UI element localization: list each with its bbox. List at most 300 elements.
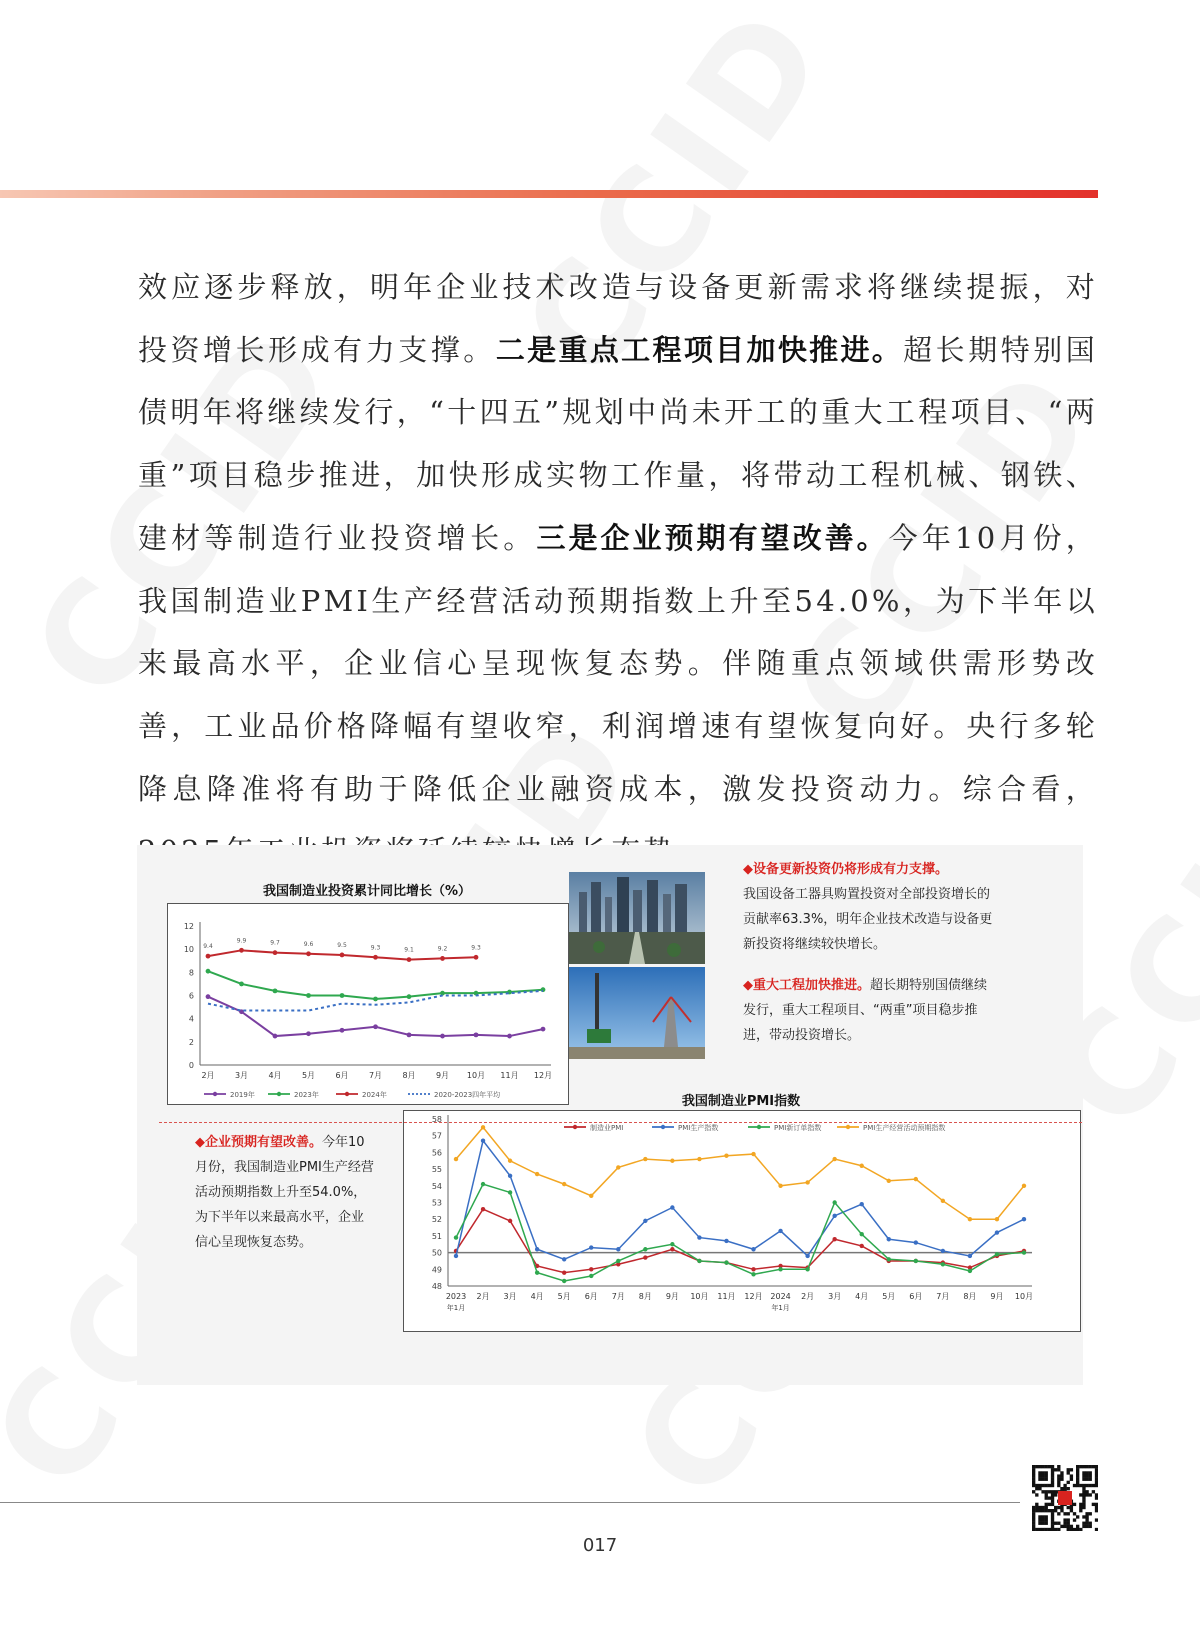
data-point xyxy=(273,1034,278,1039)
qr-module xyxy=(1045,1506,1048,1509)
data-point xyxy=(535,1172,539,1176)
qr-module xyxy=(1032,1465,1035,1468)
note-body: 超长期特别国债继续发行，重大工程项目、“两重”项目稳步推进，带动投资增长。 xyxy=(743,978,988,1043)
data-point xyxy=(860,1164,864,1168)
figure-panel xyxy=(137,845,1083,1385)
qr-module xyxy=(1070,1478,1073,1481)
qr-module xyxy=(1095,1484,1098,1487)
qr-module xyxy=(1057,1484,1060,1487)
qr-module xyxy=(1041,1484,1044,1487)
data-point xyxy=(340,993,345,998)
data-point xyxy=(206,994,211,999)
y-tick-label: 56 xyxy=(431,1148,442,1158)
data-point xyxy=(440,956,445,961)
data-point xyxy=(474,1032,479,1037)
data-point xyxy=(724,1239,728,1243)
qr-module xyxy=(1035,1503,1038,1506)
data-point xyxy=(697,1157,701,1161)
chart2-title: 我国制造业PMI指数 xyxy=(681,1094,801,1109)
data-point xyxy=(589,1194,593,1198)
data-point xyxy=(535,1270,539,1274)
qr-module xyxy=(1089,1471,1092,1474)
qr-module xyxy=(1032,1509,1035,1512)
y-tick-label: 58 xyxy=(431,1115,442,1124)
data-point xyxy=(507,1034,512,1039)
qr-module xyxy=(1032,1512,1035,1515)
note-body: 我国设备工器具购置投资对全部投资增长的贡献率63.3%，明年企业技术改造与设备更新投资将继续较快增长。 xyxy=(743,887,993,952)
qr-module xyxy=(1045,1496,1048,1499)
qr-module xyxy=(1067,1506,1070,1509)
qr-module xyxy=(1095,1468,1098,1471)
qr-module xyxy=(1038,1522,1041,1525)
y-tick-label: 0 xyxy=(188,1061,194,1070)
data-point xyxy=(914,1240,918,1244)
qr-module xyxy=(1076,1478,1079,1481)
qr-code-graphic xyxy=(1032,1465,1098,1531)
data-point xyxy=(454,1254,458,1258)
qr-module xyxy=(1038,1478,1041,1481)
data-point xyxy=(589,1245,593,1249)
qr-module xyxy=(1038,1484,1041,1487)
qr-module xyxy=(1085,1525,1088,1528)
qr-module xyxy=(1035,1509,1038,1512)
legend-label: PMI新订单指数 xyxy=(774,1124,822,1132)
data-point xyxy=(860,1202,864,1206)
qr-module xyxy=(1076,1465,1079,1468)
qr-module xyxy=(1079,1528,1082,1531)
x-tick-label: 11月 xyxy=(500,1071,519,1080)
qr-module xyxy=(1038,1487,1041,1490)
data-point xyxy=(373,1024,378,1029)
x-tick-label: 10月 xyxy=(466,1071,486,1080)
qr-module xyxy=(1041,1490,1044,1493)
qr-module xyxy=(1095,1471,1098,1474)
qr-module xyxy=(1092,1465,1095,1468)
qr-module xyxy=(1085,1471,1088,1474)
qr-module xyxy=(1085,1512,1088,1515)
qr-module xyxy=(1035,1487,1038,1490)
data-point xyxy=(239,982,244,987)
data-label: 9.3 xyxy=(471,944,481,952)
qr-module xyxy=(1045,1522,1048,1525)
x-tick-label: 10月 xyxy=(690,1292,709,1301)
data-point xyxy=(616,1165,620,1169)
qr-logo xyxy=(1058,1491,1072,1505)
y-tick-label: 52 xyxy=(431,1215,442,1225)
data-point xyxy=(407,994,412,999)
note-expectations xyxy=(195,1130,375,1255)
qr-module xyxy=(1085,1465,1088,1468)
qr-module xyxy=(1060,1506,1063,1509)
data-point xyxy=(724,1260,728,1264)
data-point xyxy=(562,1182,566,1186)
qr-module xyxy=(1076,1484,1079,1487)
y-tick-label: 8 xyxy=(188,968,194,978)
x-tick-label: 2月 xyxy=(801,1292,815,1301)
data-point xyxy=(407,1032,412,1037)
data-point xyxy=(508,1174,512,1178)
y-tick-label: 2 xyxy=(188,1037,194,1047)
qr-module xyxy=(1045,1503,1048,1506)
data-point xyxy=(778,1229,782,1233)
body-paragraph xyxy=(138,256,1098,883)
qr-module xyxy=(1041,1474,1044,1477)
data-point xyxy=(724,1154,728,1158)
qr-module xyxy=(1063,1512,1066,1515)
data-point xyxy=(670,1247,674,1251)
x-tick-label: 2023 xyxy=(445,1292,467,1301)
qr-module xyxy=(1054,1509,1057,1512)
qr-module xyxy=(1045,1478,1048,1481)
data-label: 9.9 xyxy=(236,937,247,945)
data-label: 9.3 xyxy=(370,944,381,952)
qr-module xyxy=(1038,1515,1041,1518)
data-point xyxy=(562,1279,566,1283)
qr-module xyxy=(1041,1506,1044,1509)
header-rule xyxy=(0,190,1098,198)
data-point xyxy=(832,1200,836,1204)
qr-module xyxy=(1060,1487,1063,1490)
legend-label: 制造业PMI xyxy=(590,1124,624,1132)
data-point xyxy=(643,1247,647,1251)
qr-module xyxy=(1048,1503,1051,1506)
chart1-title: 我国制造业投资累计同比增长（%） xyxy=(262,884,472,899)
qr-module xyxy=(1045,1493,1048,1496)
data-point xyxy=(1022,1250,1026,1254)
data-point xyxy=(454,1235,458,1239)
qr-module xyxy=(1051,1481,1054,1484)
qr-module xyxy=(1041,1515,1044,1518)
data-point xyxy=(562,1257,566,1261)
data-point xyxy=(454,1157,458,1161)
qr-module xyxy=(1082,1506,1085,1509)
data-point xyxy=(1022,1184,1026,1188)
x-tick-label: 8月 xyxy=(402,1071,416,1080)
qr-module xyxy=(1067,1518,1070,1521)
qr-module xyxy=(1070,1528,1073,1531)
qr-module xyxy=(1085,1493,1088,1496)
y-tick-label: 51 xyxy=(431,1231,442,1241)
qr-module xyxy=(1032,1522,1035,1525)
qr-module xyxy=(1082,1493,1085,1496)
data-point xyxy=(670,1242,674,1246)
qr-module xyxy=(1060,1474,1063,1477)
data-point xyxy=(805,1267,809,1271)
qr-module xyxy=(1032,1468,1035,1471)
qr-module xyxy=(1089,1474,1092,1477)
qr-module xyxy=(1070,1474,1073,1477)
legend-marker xyxy=(846,1125,850,1129)
data-label: 9.4 xyxy=(203,943,213,951)
qr-module xyxy=(1051,1522,1054,1525)
qr-module xyxy=(1041,1528,1044,1531)
data-point xyxy=(751,1247,755,1251)
qr-module xyxy=(1085,1484,1088,1487)
qr-module xyxy=(1051,1490,1054,1493)
qr-module xyxy=(1063,1522,1066,1525)
qr-module xyxy=(1089,1525,1092,1528)
qr-module xyxy=(1048,1484,1051,1487)
panel-divider xyxy=(159,1122,1082,1123)
data-point xyxy=(1022,1217,1026,1221)
qr-module xyxy=(1051,1484,1054,1487)
data-point xyxy=(616,1247,620,1251)
data-point xyxy=(306,993,311,998)
qr-module xyxy=(1045,1509,1048,1512)
page-number: 017 xyxy=(582,1535,618,1556)
qr-module xyxy=(1038,1474,1041,1477)
data-point xyxy=(860,1244,864,1248)
qr-module xyxy=(1051,1515,1054,1518)
qr-module xyxy=(1032,1528,1035,1531)
y-tick-label: 48 xyxy=(431,1282,442,1291)
data-point xyxy=(616,1259,620,1263)
qr-module xyxy=(1079,1493,1082,1496)
x-tick-label: 4月 xyxy=(855,1292,869,1301)
note-heading: ◆重大工程加快推进。 xyxy=(743,978,870,993)
note-projects xyxy=(743,973,993,1048)
data-point xyxy=(778,1184,782,1188)
qr-module xyxy=(1045,1490,1048,1493)
data-point xyxy=(995,1252,999,1256)
qr-module xyxy=(1057,1506,1060,1509)
qr-module xyxy=(1038,1518,1041,1521)
qr-module xyxy=(1032,1478,1035,1481)
data-point xyxy=(751,1267,755,1271)
qr-module xyxy=(1057,1528,1060,1531)
x-tick-label: 2月 xyxy=(476,1292,490,1301)
qr-module xyxy=(1089,1522,1092,1525)
qr-module xyxy=(1076,1481,1079,1484)
qr-module xyxy=(1092,1484,1095,1487)
data-point xyxy=(670,1205,674,1209)
qr-module xyxy=(1089,1512,1092,1515)
y-tick-label: 4 xyxy=(188,1014,194,1024)
qr-module xyxy=(1067,1487,1070,1490)
data-point xyxy=(508,1219,512,1223)
qr-module xyxy=(1082,1484,1085,1487)
qr-module xyxy=(1051,1528,1054,1531)
data-point xyxy=(643,1255,647,1259)
qr-module xyxy=(1079,1506,1082,1509)
qr-module xyxy=(1079,1503,1082,1506)
qr-module xyxy=(1032,1490,1035,1493)
qr-module xyxy=(1089,1493,1092,1496)
qr-module xyxy=(1038,1506,1041,1509)
body-bold-heading: 三是企业预期有望改善。 xyxy=(536,520,889,555)
qr-module xyxy=(1082,1522,1085,1525)
data-point xyxy=(481,1139,485,1143)
data-point xyxy=(306,1031,311,1036)
note-equipment xyxy=(743,857,993,957)
x-tick-label: 3月 xyxy=(503,1292,517,1301)
legend-marker xyxy=(573,1125,577,1129)
x-tick-label: 9月 xyxy=(435,1071,450,1080)
data-point xyxy=(589,1274,593,1278)
qr-module xyxy=(1070,1509,1073,1512)
qr-module xyxy=(1045,1471,1048,1474)
chart2-svg xyxy=(404,1111,1080,1331)
footer-rule xyxy=(0,1502,1020,1503)
qr-module xyxy=(1057,1474,1060,1477)
construction-illustration xyxy=(569,967,705,1059)
series-line-3 xyxy=(456,1127,1024,1219)
x-tick-label: 3月 xyxy=(234,1071,249,1080)
qr-module xyxy=(1054,1506,1057,1509)
legend-label: 2020-2023四年平均 xyxy=(434,1091,501,1099)
qr-module xyxy=(1089,1484,1092,1487)
legend-label: 2024年 xyxy=(362,1091,387,1099)
qr-module xyxy=(1082,1465,1085,1468)
body-text-segment: 效应逐步释放，明年企业技术改造与设备更新需求将继续提振，对投资增长形成有力支撑。 xyxy=(138,270,1098,367)
qr-code[interactable] xyxy=(1032,1465,1098,1531)
data-point xyxy=(562,1270,566,1274)
qr-module xyxy=(1063,1484,1066,1487)
data-point xyxy=(481,1182,485,1186)
body-bold-heading: 二是重点工程项目加快推进。 xyxy=(495,332,904,367)
x-tick-label: 8月 xyxy=(963,1292,977,1301)
legend-marker xyxy=(345,1092,349,1096)
qr-module xyxy=(1054,1493,1057,1496)
qr-module xyxy=(1067,1481,1070,1484)
y-tick-label: 49 xyxy=(431,1265,442,1275)
qr-module xyxy=(1073,1503,1076,1506)
data-point xyxy=(541,1027,546,1032)
qr-module xyxy=(1082,1525,1085,1528)
qr-module xyxy=(1095,1503,1098,1506)
qr-module xyxy=(1032,1484,1035,1487)
qr-module xyxy=(1073,1512,1076,1515)
qr-module xyxy=(1063,1518,1066,1521)
qr-module xyxy=(1038,1509,1041,1512)
data-point xyxy=(805,1180,809,1184)
data-point xyxy=(941,1249,945,1253)
x-tick-label: 12月 xyxy=(533,1071,553,1080)
x-tick-label: 年1月 xyxy=(771,1304,790,1312)
qr-module xyxy=(1095,1465,1098,1468)
data-label: 9.5 xyxy=(337,941,347,949)
qr-module xyxy=(1067,1525,1070,1528)
data-point xyxy=(751,1152,755,1156)
qr-module xyxy=(1082,1471,1085,1474)
qr-module xyxy=(1041,1465,1044,1468)
data-point xyxy=(508,1190,512,1194)
qr-module xyxy=(1092,1490,1095,1493)
qr-module xyxy=(1045,1465,1048,1468)
data-point xyxy=(941,1262,945,1266)
y-tick-label: 53 xyxy=(431,1198,442,1208)
x-tick-label: 2024 xyxy=(770,1292,791,1301)
qr-module xyxy=(1079,1509,1082,1512)
data-label: 9.1 xyxy=(404,946,414,954)
qr-module xyxy=(1060,1509,1063,1512)
data-point xyxy=(832,1214,836,1218)
qr-module xyxy=(1076,1515,1079,1518)
data-point xyxy=(697,1259,701,1263)
data-point xyxy=(643,1219,647,1223)
qr-module xyxy=(1051,1468,1054,1471)
qr-module xyxy=(1032,1481,1035,1484)
x-tick-label: 4月 xyxy=(530,1292,544,1301)
y-tick-label: 6 xyxy=(188,991,194,1001)
qr-module xyxy=(1054,1528,1057,1531)
qr-module xyxy=(1095,1481,1098,1484)
qr-module xyxy=(1035,1528,1038,1531)
data-point xyxy=(340,1028,345,1033)
qr-module xyxy=(1054,1490,1057,1493)
data-point xyxy=(887,1257,891,1261)
y-tick-label: 10 xyxy=(183,945,194,955)
qr-module xyxy=(1073,1484,1076,1487)
legend-marker xyxy=(757,1125,761,1129)
x-tick-label: 6月 xyxy=(584,1292,598,1301)
qr-module xyxy=(1082,1503,1085,1506)
qr-module xyxy=(1076,1525,1079,1528)
y-tick-label: 12 xyxy=(183,922,194,931)
x-tick-label: 6月 xyxy=(909,1292,923,1301)
qr-module xyxy=(1095,1528,1098,1531)
qr-module xyxy=(1041,1478,1044,1481)
data-point xyxy=(968,1254,972,1258)
qr-module xyxy=(1032,1471,1035,1474)
data-point xyxy=(306,951,311,956)
qr-module xyxy=(1032,1474,1035,1477)
legend-label: PMI生产指数 xyxy=(678,1124,719,1132)
data-point xyxy=(860,1232,864,1236)
data-point xyxy=(914,1177,918,1181)
qr-module xyxy=(1057,1478,1060,1481)
note-heading: ◆设备更新投资仍将形成有力支撑。 xyxy=(743,862,948,877)
data-point xyxy=(206,954,211,959)
qr-module xyxy=(1073,1528,1076,1531)
qr-module xyxy=(1085,1522,1088,1525)
qr-module xyxy=(1041,1518,1044,1521)
x-tick-label: 5月 xyxy=(882,1292,896,1301)
qr-module xyxy=(1060,1525,1063,1528)
qr-module xyxy=(1048,1490,1051,1493)
data-point xyxy=(941,1199,945,1203)
x-tick-label: 12月 xyxy=(744,1292,763,1301)
qr-module xyxy=(1095,1509,1098,1512)
body-text-segment: 今年10月份，我国制造业PMI生产经营活动预期指数上升至54.0%，为下半年以来最高水平，企业信心呈现恢复态势。伴随重点领域供需形势改善，工业品价格降幅有望收窄，利润增速有望恢复向好。央行多轮降息降准将有助于降低企业融资成本，激发投资动力。综合看， xyxy=(138,520,1098,806)
qr-module xyxy=(1057,1512,1060,1515)
x-tick-label: 2月 xyxy=(201,1071,215,1080)
x-tick-label: 5月 xyxy=(301,1071,316,1080)
qr-module xyxy=(1089,1465,1092,1468)
qr-module xyxy=(1035,1465,1038,1468)
qr-module xyxy=(1054,1522,1057,1525)
qr-module xyxy=(1082,1490,1085,1493)
x-tick-label: 5月 xyxy=(557,1292,571,1301)
data-point xyxy=(968,1217,972,1221)
data-point xyxy=(481,1207,485,1211)
qr-module xyxy=(1048,1528,1051,1531)
series-line-1 xyxy=(456,1141,1024,1260)
y-tick-label: 55 xyxy=(431,1165,442,1175)
qr-module xyxy=(1035,1506,1038,1509)
data-point xyxy=(887,1179,891,1183)
qr-module xyxy=(1073,1518,1076,1521)
qr-module xyxy=(1070,1468,1073,1471)
qr-module xyxy=(1038,1465,1041,1468)
qr-module xyxy=(1076,1528,1079,1531)
qr-module xyxy=(1095,1518,1098,1521)
data-point xyxy=(373,955,378,960)
y-tick-label: 54 xyxy=(431,1181,442,1191)
data-label: 9.7 xyxy=(270,939,280,947)
qr-module xyxy=(1063,1525,1066,1528)
qr-module xyxy=(1095,1474,1098,1477)
